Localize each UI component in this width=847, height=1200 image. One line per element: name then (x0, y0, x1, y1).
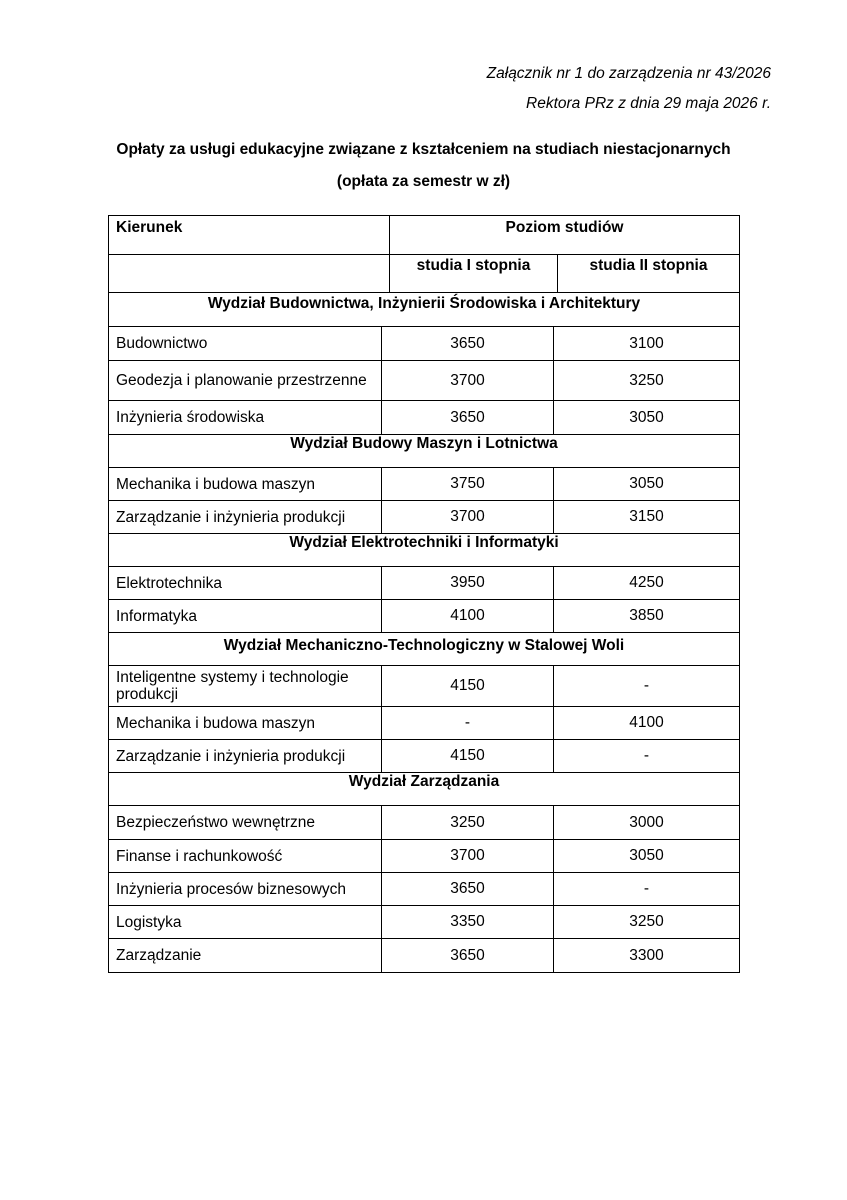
table-row (109, 666, 739, 707)
header-empty-cell (109, 255, 390, 292)
fee-second-cycle: - (643, 747, 650, 764)
fee-second-cycle: 3100 (629, 334, 664, 352)
table-row (109, 501, 739, 534)
header-second-cycle: studia II stopnia (589, 257, 708, 274)
faculty-row (109, 435, 739, 468)
fee-second-cycle: 3050 (629, 408, 664, 426)
fee-first-cycle: 4150 (382, 740, 554, 772)
table-subheader-row (109, 255, 739, 293)
annex-line-1: Załącznik nr 1 do zarządzenia nr 43/2026 (486, 65, 771, 82)
header-first-cycle: studia I stopnia (390, 255, 558, 292)
fee-first-cycle: 3250 (382, 806, 554, 839)
table-row (109, 468, 739, 501)
program-name: Budownictwo (109, 327, 382, 360)
fee-first-cycle: - (382, 707, 554, 739)
program-name: Mechanika i budowa maszyn (109, 468, 382, 500)
fee-first-cycle: 4100 (382, 600, 554, 632)
fee-first-cycle: 3650 (382, 939, 554, 972)
fee-first-cycle: 3650 (382, 873, 554, 905)
faculty-row (109, 293, 739, 327)
faculty-name: Wydział Budowy Maszyn i Lotnictwa (290, 435, 558, 452)
table-header-row (109, 216, 739, 255)
fee-second-cycle: 3850 (629, 607, 664, 624)
table-row (109, 567, 739, 600)
fee-first-cycle: 3950 (382, 567, 554, 599)
annex-line-2: Rektora PRz z dnia 29 maja 2026 r. (526, 95, 771, 112)
fee-first-cycle: 4150 (382, 666, 554, 706)
fee-second-cycle: 3150 (629, 508, 664, 525)
table-row (109, 740, 739, 773)
table-row (109, 401, 739, 435)
table-row (109, 707, 739, 740)
program-name: Inżynieria procesów biznesowych (109, 873, 382, 905)
fee-second-cycle: 3300 (629, 946, 664, 964)
program-name: Bezpieczeństwo wewnętrzne (109, 806, 382, 839)
header-poziom-studiow: Poziom studiów (505, 219, 624, 236)
faculty-row (109, 534, 739, 567)
faculty-name: Wydział Mechaniczno-Technologiczny w Stalowej Woli (223, 637, 625, 654)
program-name: Logistyka (109, 906, 382, 938)
program-name: Elektrotechnika (109, 567, 382, 599)
program-name: Informatyka (109, 600, 382, 632)
document-title: Opłaty za usługi edukacyjne związane z kształceniem na studiach niestacjonarnych (116, 141, 731, 158)
program-name: Zarządzanie i inżynieria produkcji (109, 740, 382, 772)
fee-first-cycle: 3350 (382, 906, 554, 938)
program-name: Inżynieria środowiska (109, 401, 382, 434)
fee-first-cycle: 3650 (382, 401, 554, 434)
header-kierunek: Kierunek (109, 216, 390, 254)
table-row (109, 840, 739, 873)
program-name: Geodezja i planowanie przestrzenne (109, 361, 382, 400)
table-row (109, 873, 739, 906)
fee-first-cycle: 3750 (382, 468, 554, 500)
fee-first-cycle: 3650 (382, 327, 554, 360)
program-name: Inteligentne systemy i technologie produkcji (109, 666, 382, 706)
fees-table (108, 215, 740, 973)
fee-first-cycle: 3700 (382, 501, 554, 533)
fee-second-cycle: 3250 (629, 371, 664, 389)
table-row (109, 939, 739, 972)
table-row (109, 327, 739, 361)
fee-second-cycle: 3000 (629, 813, 664, 831)
fee-first-cycle: 3700 (382, 840, 554, 872)
fee-second-cycle: 3050 (629, 475, 664, 492)
table-row (109, 361, 739, 401)
faculty-name: Wydział Budownictwa, Inżynierii Środowiska i Architektury (207, 295, 641, 312)
fee-second-cycle: 4100 (629, 714, 664, 731)
program-name: Finanse i rachunkowość (109, 840, 382, 872)
program-name: Zarządzanie i inżynieria produkcji (109, 501, 382, 533)
program-name: Mechanika i budowa maszyn (109, 707, 382, 739)
program-name: Zarządzanie (109, 939, 382, 972)
fee-second-cycle: - (643, 880, 650, 897)
faculty-name: Wydział Elektrotechniki i Informatyki (289, 534, 559, 551)
table-row (109, 806, 739, 840)
fee-second-cycle: 4250 (629, 574, 664, 591)
fee-second-cycle: - (643, 677, 650, 694)
table-row (109, 906, 739, 939)
faculty-row (109, 773, 739, 806)
faculty-row (109, 633, 739, 666)
fee-first-cycle: 3700 (382, 361, 554, 400)
fee-second-cycle: 3250 (629, 913, 664, 930)
fee-second-cycle: 3050 (629, 847, 664, 864)
table-row (109, 600, 739, 633)
document-subtitle: (opłata za semestr w zł) (336, 173, 511, 190)
faculty-name: Wydział Zarządzania (348, 773, 500, 790)
